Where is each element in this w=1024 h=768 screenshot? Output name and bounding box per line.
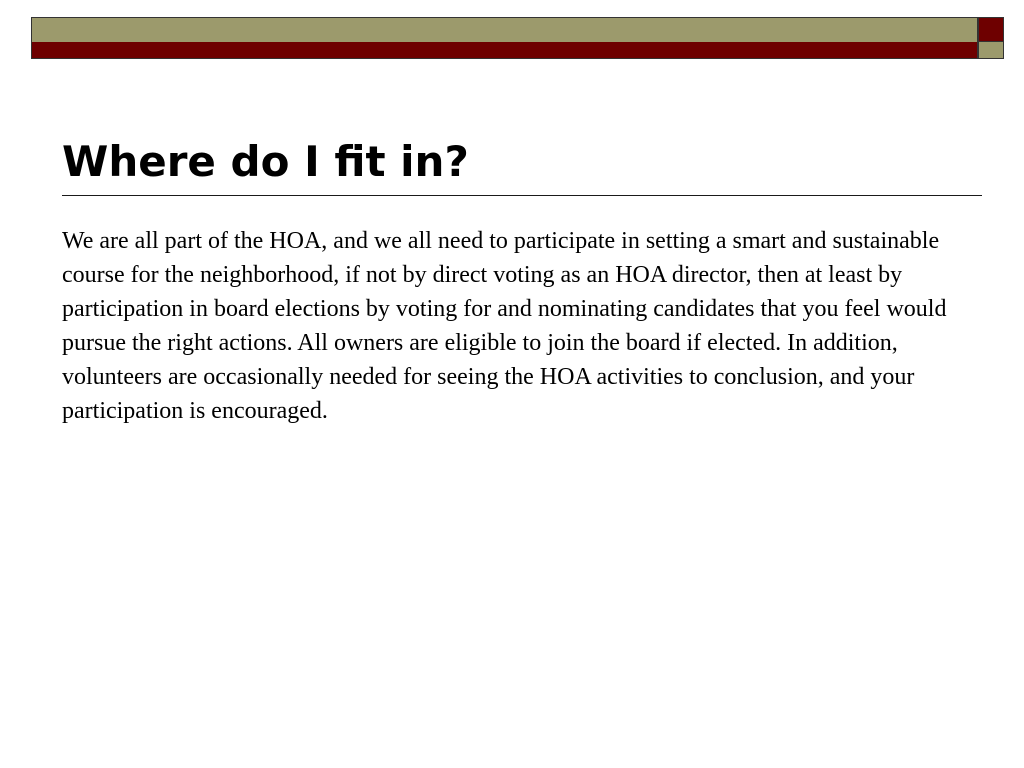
slide-body-text: We are all part of the HOA, and we all need to participate in setting a smart and sustainable course for the neighborhood, if not by direct voting as an HOA director, then at least by participation in board elections by voting for and nominating candidates that you feel would pursue the right actions. All owners are eligible to join the board if elected. In addition, volunteers are occasionally needed for seeing the HOA activities to conclusion, and your participation is encouraged. bbox=[62, 228, 947, 424]
header-band-maroon bbox=[31, 42, 978, 59]
title-divider bbox=[62, 195, 982, 196]
header-band-olive bbox=[31, 17, 978, 42]
corner-square-maroon bbox=[978, 17, 1004, 42]
slide-title: Where do I fit in? bbox=[62, 137, 469, 186]
corner-square-olive bbox=[978, 42, 1004, 59]
